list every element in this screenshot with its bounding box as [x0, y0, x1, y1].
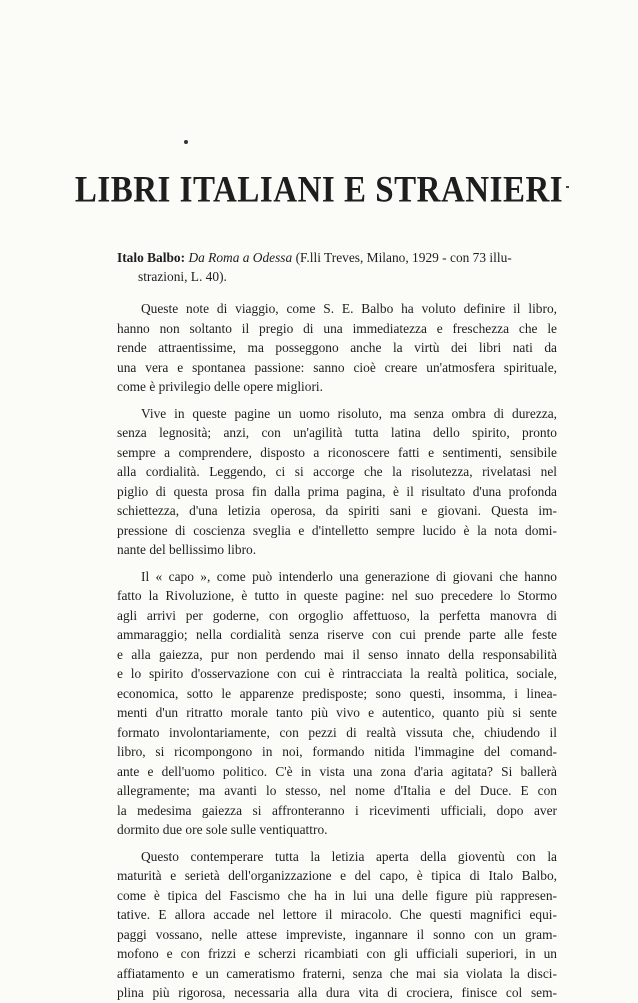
text-line: economica, sotto le apparenze predisposte; sono questi, insomma, i linea-	[117, 685, 557, 701]
text-line: tative. E allora accade nel lettore il miracolo. Che questi magnifici equi-	[117, 907, 557, 922]
paragraph	[117, 567, 557, 840]
text-line: agli arrivi per goderne, con orgoglio affettuoso, la perfetta manovra di	[117, 607, 557, 623]
review-author: Italo Balbo:	[117, 250, 186, 265]
text-line: rende attraentissime, ma posseggono anche la virtù dei libri nati da	[117, 340, 557, 355]
review-publication-info-cont: strazioni, L. 40).	[138, 269, 227, 284]
text-line: piglio di questa prosa fin dalla prima pagina, è il risultato d'una profonda	[117, 483, 557, 499]
text-line: fatto la Rivoluzione, è tutto in queste pagine: nel suo precedere lo Stormo	[117, 588, 557, 603]
text-line: menti d'un ritratto morale tanto più vivo e autentico, quanto più si sente	[117, 705, 557, 720]
text-line: maturità e serietà dell'organizzazione e del capo, è tipica di Italo Balbo,	[117, 868, 557, 883]
text-line: ammaraggio; nella cordialità senza riserve con cui prende parte alle feste	[117, 627, 557, 642]
text-line: schiettezza, d'una letizia operosa, da spiriti sani e giovani. Questa im-	[117, 503, 557, 518]
text-line: ante e dell'uomo politico. C'è in vista una zona d'aria agitata? Si ballerà	[117, 763, 557, 779]
text-line: affiatamento e un cameratismo fraterni, senza che mai sia violata la disci-	[117, 965, 557, 981]
text-line: Questo contemperare tutta la letizia aperta della gioventù con la	[141, 848, 557, 864]
text-line: Queste note di viaggio, come S. E. Balbo ha voluto definire il libro,	[141, 301, 557, 316]
text-line: e alla gaiezza, pur non perdendo mai il senso innato della responsabilità	[117, 646, 557, 662]
text-line: come è privilegio delle opere migliori.	[117, 379, 323, 394]
text-line: senza legnosità; anzi, con un'agilità tutta latina dello spirito, pronto	[117, 425, 557, 440]
text-line: e lo spirito d'osservazione con cui è rintracciata la realtà politica, sociale,	[117, 666, 557, 681]
text-line: formato involontariamente, con pezzi di realtà vissuta che, chiudendo il	[117, 724, 557, 740]
section-title: LIBRI ITALIANI E STRANIERI	[74, 170, 564, 211]
text-line: mofono e con frizzi e scherzi ricambiati con gli ufficiali superiori, in un	[117, 946, 557, 961]
text-line: plina più rigorosa, necessaria alla dura vita di crociera, finisce col sem-	[117, 985, 557, 1000]
text-line: nante del bellissimo libro.	[117, 542, 257, 557]
review-entry-header	[117, 248, 557, 286]
text-line: come è tipica del Fascismo che ha in lui una delle figure più rappresen-	[117, 887, 557, 903]
review-book-title: Da Roma a Odessa	[188, 250, 293, 265]
text-line: sempre a comprendere, disposto a riconoscere fatti e sentimenti, sensibile	[117, 444, 557, 460]
review-text	[117, 299, 557, 1003]
text-line: hanno non soltanto il pregio di una immediatezza e freschezza che le	[117, 320, 557, 336]
text-line: libro, si ricompongono in noi, formando nitida l'immagine del comand-	[117, 744, 557, 759]
text-line: Il « capo », come può intenderlo una generazione di giovani che hanno	[141, 568, 557, 584]
review-publication-info: (F.lli Treves, Milano, 1929 - con 73 illu-	[295, 250, 512, 265]
review-body	[117, 248, 557, 1003]
text-line: allegramente; ma avanti lo stesso, nel nome d'Italia e del Duce. E con	[117, 783, 557, 798]
text-line: paggi vossano, nelle attese impreviste, ingannare il sonno con un gram-	[117, 926, 557, 942]
text-line: Vive in queste pagine un uomo risoluto, ma senza ombra di durezza,	[141, 405, 557, 421]
text-line: la medesima gaiezza si affronteranno i ricevimenti ufficiali, dopo aver	[117, 802, 557, 818]
paragraph	[117, 847, 557, 1003]
text-line: alla cordialità. Leggendo, ci si accorge che la risolutezza, rivelatasi nel	[117, 464, 557, 479]
paragraph	[117, 299, 557, 397]
paragraph	[117, 404, 557, 560]
text-line: dormito due ore sole sulle ventiquattro.	[117, 822, 328, 837]
text-line: pressione di coscienza sveglia e d'intelletto sempre lucido è la nota domi-	[117, 522, 557, 538]
ink-speck	[184, 140, 188, 144]
text-line: una vera e spontanea passione: sanno cioè creare un'atmosfera spirituale,	[117, 359, 557, 375]
